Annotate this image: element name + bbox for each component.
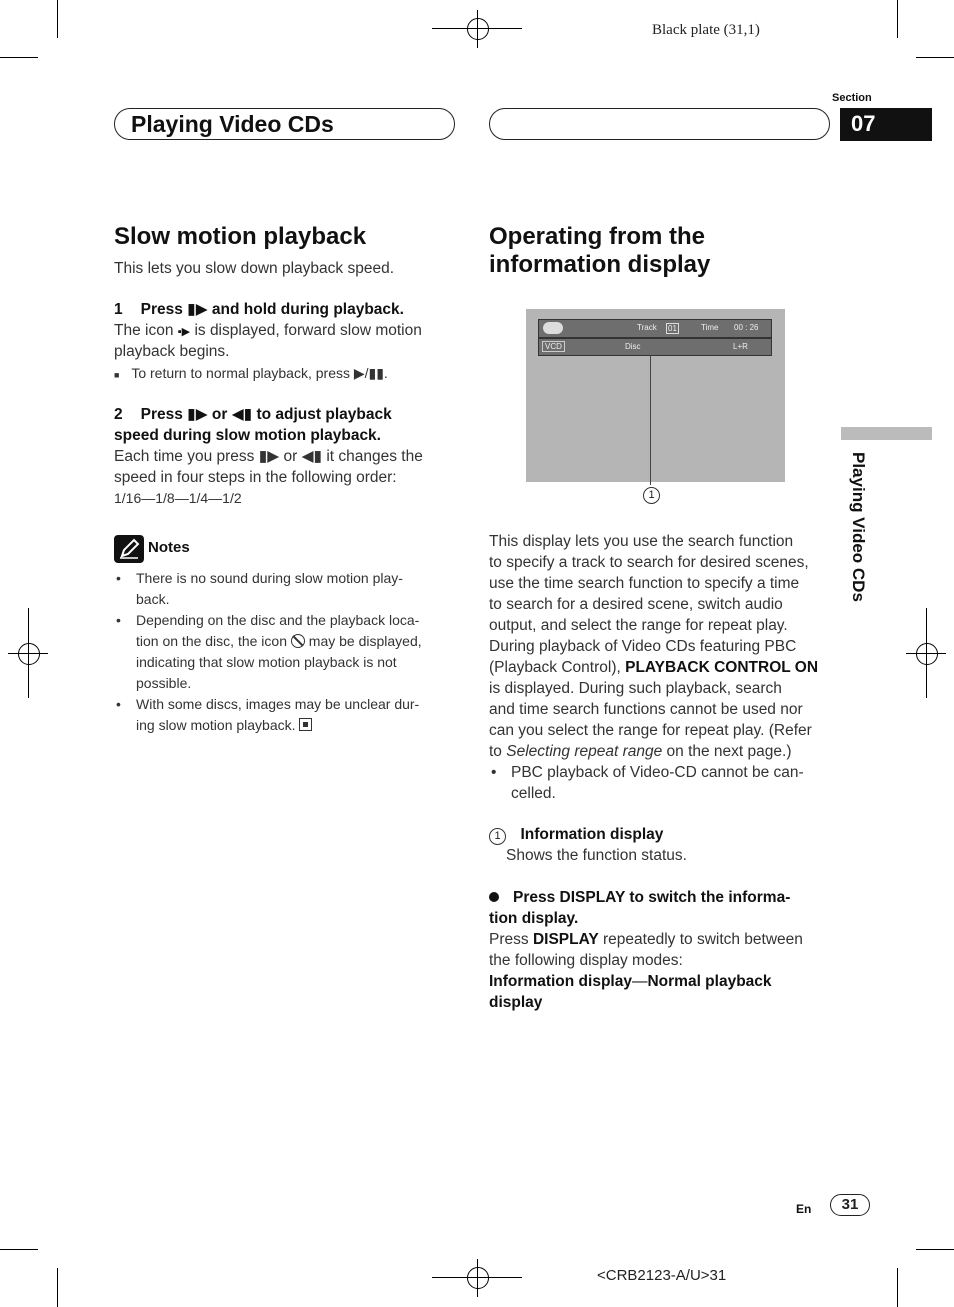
display-modes: Information display—Normal playback [489,973,772,990]
step1-sub: ■ To return to normal playback, press ▶/▮▮. [114,365,388,381]
step1-line2: playback begins. [114,343,230,360]
step1-line1: The icon ▪▶ is displayed, forward slow motion [114,320,422,343]
language-label: En [796,1202,812,1216]
step2-line2: speed in four steps in the following order: [114,469,397,486]
note-2: • Depending on the disc and the playback loca- tion on the disc, the icon may be displayed, indicating that slow motion playback is not possible. [116,612,422,691]
crop-mark [0,1249,38,1250]
press-display-title-2: tion display. [489,910,579,927]
right-paragraph: This display lets you use the search function to specify a track to search for desired scenes, use the time search function to specify a time to search for a desired scene, switch audio output, and select the range for repeat play. During playback of Video CDs featuring PBC (Playback Control), PLAYBACK CONTROL ON is displayed. During such playback, search and time search functions cannot be used nor can you select the range for repeat play. (Refer to Selecting repeat range on the next page.) • PBC playback of Video-CD cannot be can- celled. [489,533,819,802]
display-modes-2: display [489,994,543,1011]
end-mark-icon [299,718,312,731]
left-section-title: Slow motion playback [114,223,367,250]
info-bar-top: Track 01 Time 00 : 26 [538,319,772,338]
callout-1: 1 [643,487,660,504]
crop-mark [57,0,58,38]
crop-mark [57,1268,58,1307]
right-section-title: Operating from the information display [489,223,711,278]
info-display-item: 1 Information display [489,824,663,845]
side-tab-label: Playing Video CDs [849,452,868,602]
registration-mark [467,1267,489,1289]
crop-mark [916,1249,954,1250]
plate-label: Black plate (31,1) [652,22,760,38]
square-bullet-icon: ■ [114,370,120,380]
info-display-screenshot [526,309,785,482]
note-3: • With some discs, images may be unclear dur- ing slow motion playback. [116,696,420,733]
slow-forward-icon: ▪▶ [177,326,191,338]
section-label: Section [832,92,872,104]
step2-order: 1/16—1/8—1/4—1/2 [114,490,242,506]
registration-mark [467,18,489,40]
section-number: 07 [840,108,932,141]
disc-icon [543,322,563,334]
notes-title: Notes [148,539,190,556]
press-display-line2: the following display modes: [489,952,683,969]
registration-mark [18,643,40,665]
pencil-note-icon [114,535,144,563]
info-display-desc: Shows the function status. [506,847,687,864]
info-bar-bottom: VCD Disc L+R [538,338,772,356]
note-1: • There is no sound during slow motion play- back. [116,570,403,607]
header-pill-right [489,108,830,140]
left-intro: This lets you slow down playback speed. [114,260,395,277]
crop-mark [897,1268,898,1307]
callout-line [650,355,651,485]
step2-line1: Each time you press ▮▶ or ◀▮ it changes the [114,448,423,465]
step2-title-2: speed during slow motion playback. [114,427,381,444]
document-code: <CRB2123-A/U>31 [597,1267,727,1284]
step1-title: 1 Press ▮▶ and hold during playback. [114,301,404,318]
step2-title: 2 Press ▮▶ or ◀▮ to adjust playback [114,406,392,423]
crop-mark [0,57,38,58]
registration-mark [916,643,938,665]
page-number: 31 [830,1194,870,1216]
circle-bullet-icon [489,892,499,902]
prohibited-icon [291,634,305,648]
crop-mark [897,0,898,38]
crop-mark [916,57,954,58]
press-display-title: Press DISPLAY to switch the informa- [489,887,790,908]
press-display-line1: Press DISPLAY repeatedly to switch between [489,931,803,948]
page-title: Playing Video CDs [131,111,334,137]
side-tab-bar [841,427,932,440]
